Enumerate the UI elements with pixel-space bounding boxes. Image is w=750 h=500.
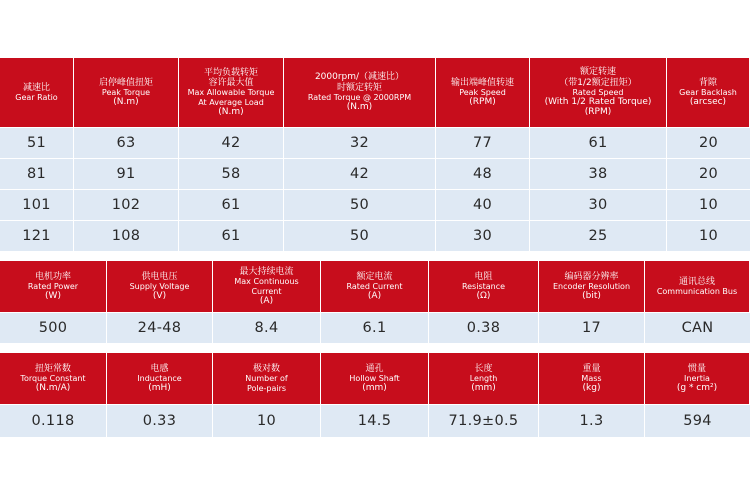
header-line: Rated Power (27, 281, 79, 291)
header-line: Torque Constant (20, 373, 86, 383)
column-header (539, 261, 645, 312)
header-line: (A) (367, 291, 382, 302)
table-cell: 42 (284, 158, 436, 189)
table-cell: 40 (436, 189, 530, 220)
table-cell: 25 (530, 220, 667, 251)
header-line: Number of (245, 374, 288, 384)
header-line: (V) (152, 291, 167, 302)
header-line: Pole-pairs (246, 383, 287, 393)
header-line: (arcsec) (689, 97, 727, 108)
table-cell: 0.33 (107, 404, 213, 437)
header-line: 电阻 (474, 271, 493, 282)
column-header (429, 353, 539, 404)
header-line: 极对数 (252, 364, 280, 375)
table-cell: 1.3 (539, 404, 645, 437)
column-header (645, 261, 750, 312)
header-line: (RPM) (469, 97, 496, 108)
header-line: 输出端峰值转速 (450, 77, 514, 88)
header-line: Encoder Resolution (552, 281, 631, 291)
column-header (0, 58, 74, 127)
header-line: 额定转速 (579, 67, 616, 78)
header-line: Length (469, 373, 498, 383)
column-header (429, 261, 539, 312)
header-line: Gear Ratio (15, 93, 58, 103)
header-line: At Average Load (198, 97, 264, 107)
column-header (179, 58, 284, 127)
column-header (74, 58, 179, 127)
table-cell: 500 (0, 312, 107, 343)
header-line: (With 1/2 Rated Torque) (544, 97, 652, 108)
column-header (530, 58, 667, 127)
header-line: Peak Torque (101, 87, 151, 97)
header-line: (N.m/A) (35, 383, 71, 394)
table-cell: 61 (179, 189, 284, 220)
table-cell: 14.5 (321, 404, 429, 437)
table-cell: 0.118 (0, 404, 107, 437)
gear-specs-table (0, 58, 750, 251)
header-line: 背隙 (698, 77, 717, 88)
table-cell: 102 (74, 189, 179, 220)
header-line: Current (251, 286, 282, 296)
header-line: Resistance (461, 281, 506, 291)
header-line: 2000rpm/（减速比） (314, 72, 405, 83)
column-header (213, 353, 321, 404)
table-cell: 48 (436, 158, 530, 189)
header-line: 最大持续电流 (239, 266, 294, 277)
table-cell: 42 (179, 127, 284, 158)
header-line: 额定电流 (356, 271, 393, 282)
header-line: 电机功率 (34, 271, 71, 282)
table-cell: 58 (179, 158, 284, 189)
table-cell: 24-48 (107, 312, 213, 343)
header-line: Gear Backlash (679, 87, 737, 97)
table-cell: 10 (667, 220, 750, 251)
header-line: (W) (45, 291, 61, 302)
table-cell: 10 (213, 404, 321, 437)
header-line: 时额定转矩 (336, 82, 382, 93)
header-line: 长度 (474, 363, 493, 374)
column-header (539, 353, 645, 404)
header-line: 供电电压 (141, 271, 178, 282)
column-header (667, 58, 750, 127)
table-cell: 77 (436, 127, 530, 158)
table-cell: 6.1 (321, 312, 429, 343)
header-line: (kg) (582, 383, 601, 394)
table-cell: 101 (0, 189, 74, 220)
header-line: 电感 (150, 363, 169, 374)
header-line: Inductance (137, 373, 182, 383)
column-header (0, 353, 107, 404)
column-header (0, 261, 107, 312)
header-line: Rated Speed (572, 87, 624, 97)
header-line: (g * cm²) (676, 383, 718, 394)
table-cell: 61 (179, 220, 284, 251)
table-cell: 71.9±0.5 (429, 404, 539, 437)
table-cell: 30 (530, 189, 667, 220)
header-line: (mm) (362, 383, 387, 394)
table-cell: 10 (667, 189, 750, 220)
column-header (436, 58, 530, 127)
table-cell: 121 (0, 220, 74, 251)
header-line: (N.m) (346, 102, 373, 113)
header-line: 重量 (582, 363, 601, 374)
header-line: Rated Torque @ 2000RPM (307, 93, 412, 103)
header-line: Mass (581, 373, 602, 383)
table-cell: 38 (530, 158, 667, 189)
header-line: Max Allowable Torque (187, 88, 275, 98)
header-line: 通讯总线 (678, 276, 715, 287)
table-cell: 91 (74, 158, 179, 189)
table-cell: 51 (0, 127, 74, 158)
table-cell: 594 (645, 404, 750, 437)
header-line: (RPM) (584, 107, 612, 118)
column-header (321, 261, 429, 312)
header-line: Max Continuous (234, 277, 299, 287)
table-cell: 30 (436, 220, 530, 251)
header-line: (mH) (148, 383, 171, 394)
table-cell: 50 (284, 189, 436, 220)
table-cell: 0.38 (429, 312, 539, 343)
header-line: Rated Current (346, 281, 403, 291)
header-line: Peak Speed (459, 87, 506, 97)
header-line: (Ω) (476, 291, 491, 302)
header-line: Communication Bus (656, 287, 738, 297)
table-cell: 20 (667, 127, 750, 158)
header-line: Inertia (684, 373, 710, 383)
header-line: (N.m) (113, 97, 139, 108)
column-header (284, 58, 436, 127)
header-line: 编码器分辨率 (564, 271, 619, 282)
table-cell: 17 (539, 312, 645, 343)
header-line: 通孔 (365, 363, 384, 374)
table-cell: 50 (284, 220, 436, 251)
table-cell: 8.4 (213, 312, 321, 343)
header-line: Hollow Shaft (349, 373, 400, 383)
table-cell: CAN (645, 312, 750, 343)
column-header (213, 261, 321, 312)
header-line: (mm) (471, 383, 496, 394)
table-cell: 63 (74, 127, 179, 158)
header-line: (bit) (582, 291, 601, 302)
table-cell: 61 (530, 127, 667, 158)
table-cell: 32 (284, 127, 436, 158)
header-line: (A) (259, 295, 274, 306)
header-line: 启停峰值扭矩 (98, 77, 153, 88)
header-line: (N.m) (218, 106, 244, 117)
header-line: （带1/2额定扭矩） (559, 77, 637, 88)
table-cell: 20 (667, 158, 750, 189)
header-line: 惯量 (687, 363, 706, 374)
table-cell: 108 (74, 220, 179, 251)
header-line: 容许最大值 (208, 78, 254, 89)
column-header (107, 261, 213, 312)
table-cell: 81 (0, 158, 74, 189)
mechanical-specs-table (0, 353, 750, 437)
header-line: 扭矩常数 (34, 363, 71, 374)
column-header (645, 353, 750, 404)
header-line: Supply Voltage (129, 281, 190, 291)
electrical-specs-table (0, 261, 750, 343)
column-header (107, 353, 213, 404)
header-line: 平均负载转矩 (203, 67, 258, 78)
header-line: 减速比 (22, 82, 50, 93)
column-header (321, 353, 429, 404)
